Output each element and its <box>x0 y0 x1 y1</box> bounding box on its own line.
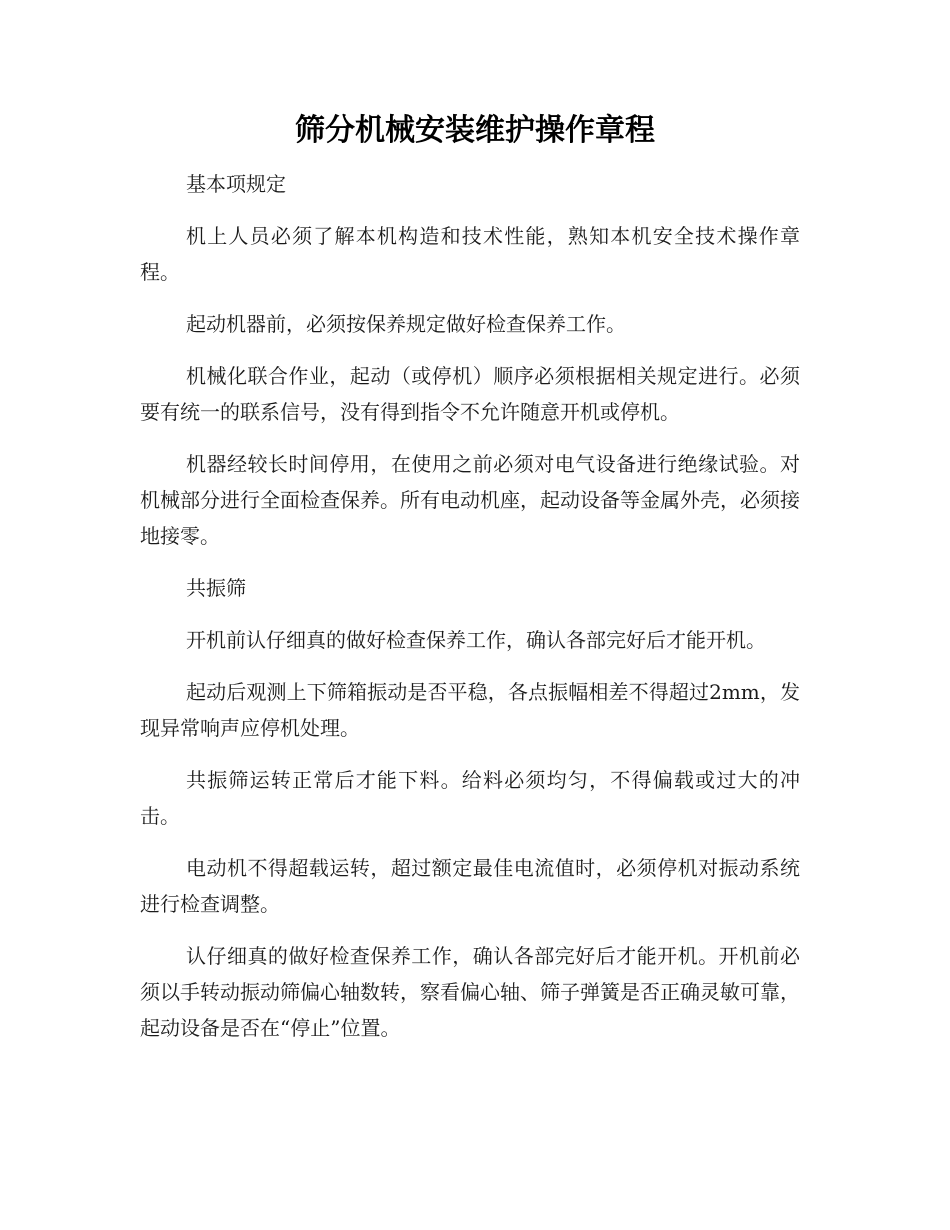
paragraph: 认仔细真的做好检查保养工作，确认各部完好后才能开机。开机前必须以手转动振动筛偏心轴数转，察看偏心轴、筛子弹簧是否正确灵敏可靠，起动设备是否在“停止”位置。 <box>140 944 800 1040</box>
section-heading-basic-rules: 基本项规定 <box>186 172 286 196</box>
document-body <box>140 166 800 1062</box>
section-heading-resonance-screen: 共振筛 <box>186 576 246 600</box>
paragraph: 开机前认仔细真的做好检查保养工作，确认各部完好后才能开机。 <box>186 628 766 652</box>
paragraph: 共振筛运转正常后才能下料。给料必须均匀，不得偏载或过大的冲击。 <box>140 768 800 828</box>
paragraph: 起动后观测上下筛箱振动是否平稳，各点振幅相差不得超过2mm，发现异常响声应停机处理。 <box>140 680 800 740</box>
paragraph: 机械化联合作业，起动（或停机）顺序必须根据相关规定进行。必须要有统一的联系信号，没有得到指令不允许随意开机或停机。 <box>140 364 800 424</box>
page-title: 筛分机械安装维护操作章程 <box>295 113 655 148</box>
paragraph: 电动机不得超载运转，超过额定最佳电流值时，必须停机对振动系统进行检查调整。 <box>140 856 800 916</box>
paragraph: 机上人员必须了解本机构造和技术性能，熟知本机安全技术操作章程。 <box>140 224 800 284</box>
paragraph: 机器经较长时间停用，在使用之前必须对电气设备进行绝缘试验。对机械部分进行全面检查保养。所有电动机座，起动设备等金属外壳，必须接地接零。 <box>140 452 800 548</box>
paragraph: 起动机器前，必须按保养规定做好检查保养工作。 <box>186 312 626 336</box>
